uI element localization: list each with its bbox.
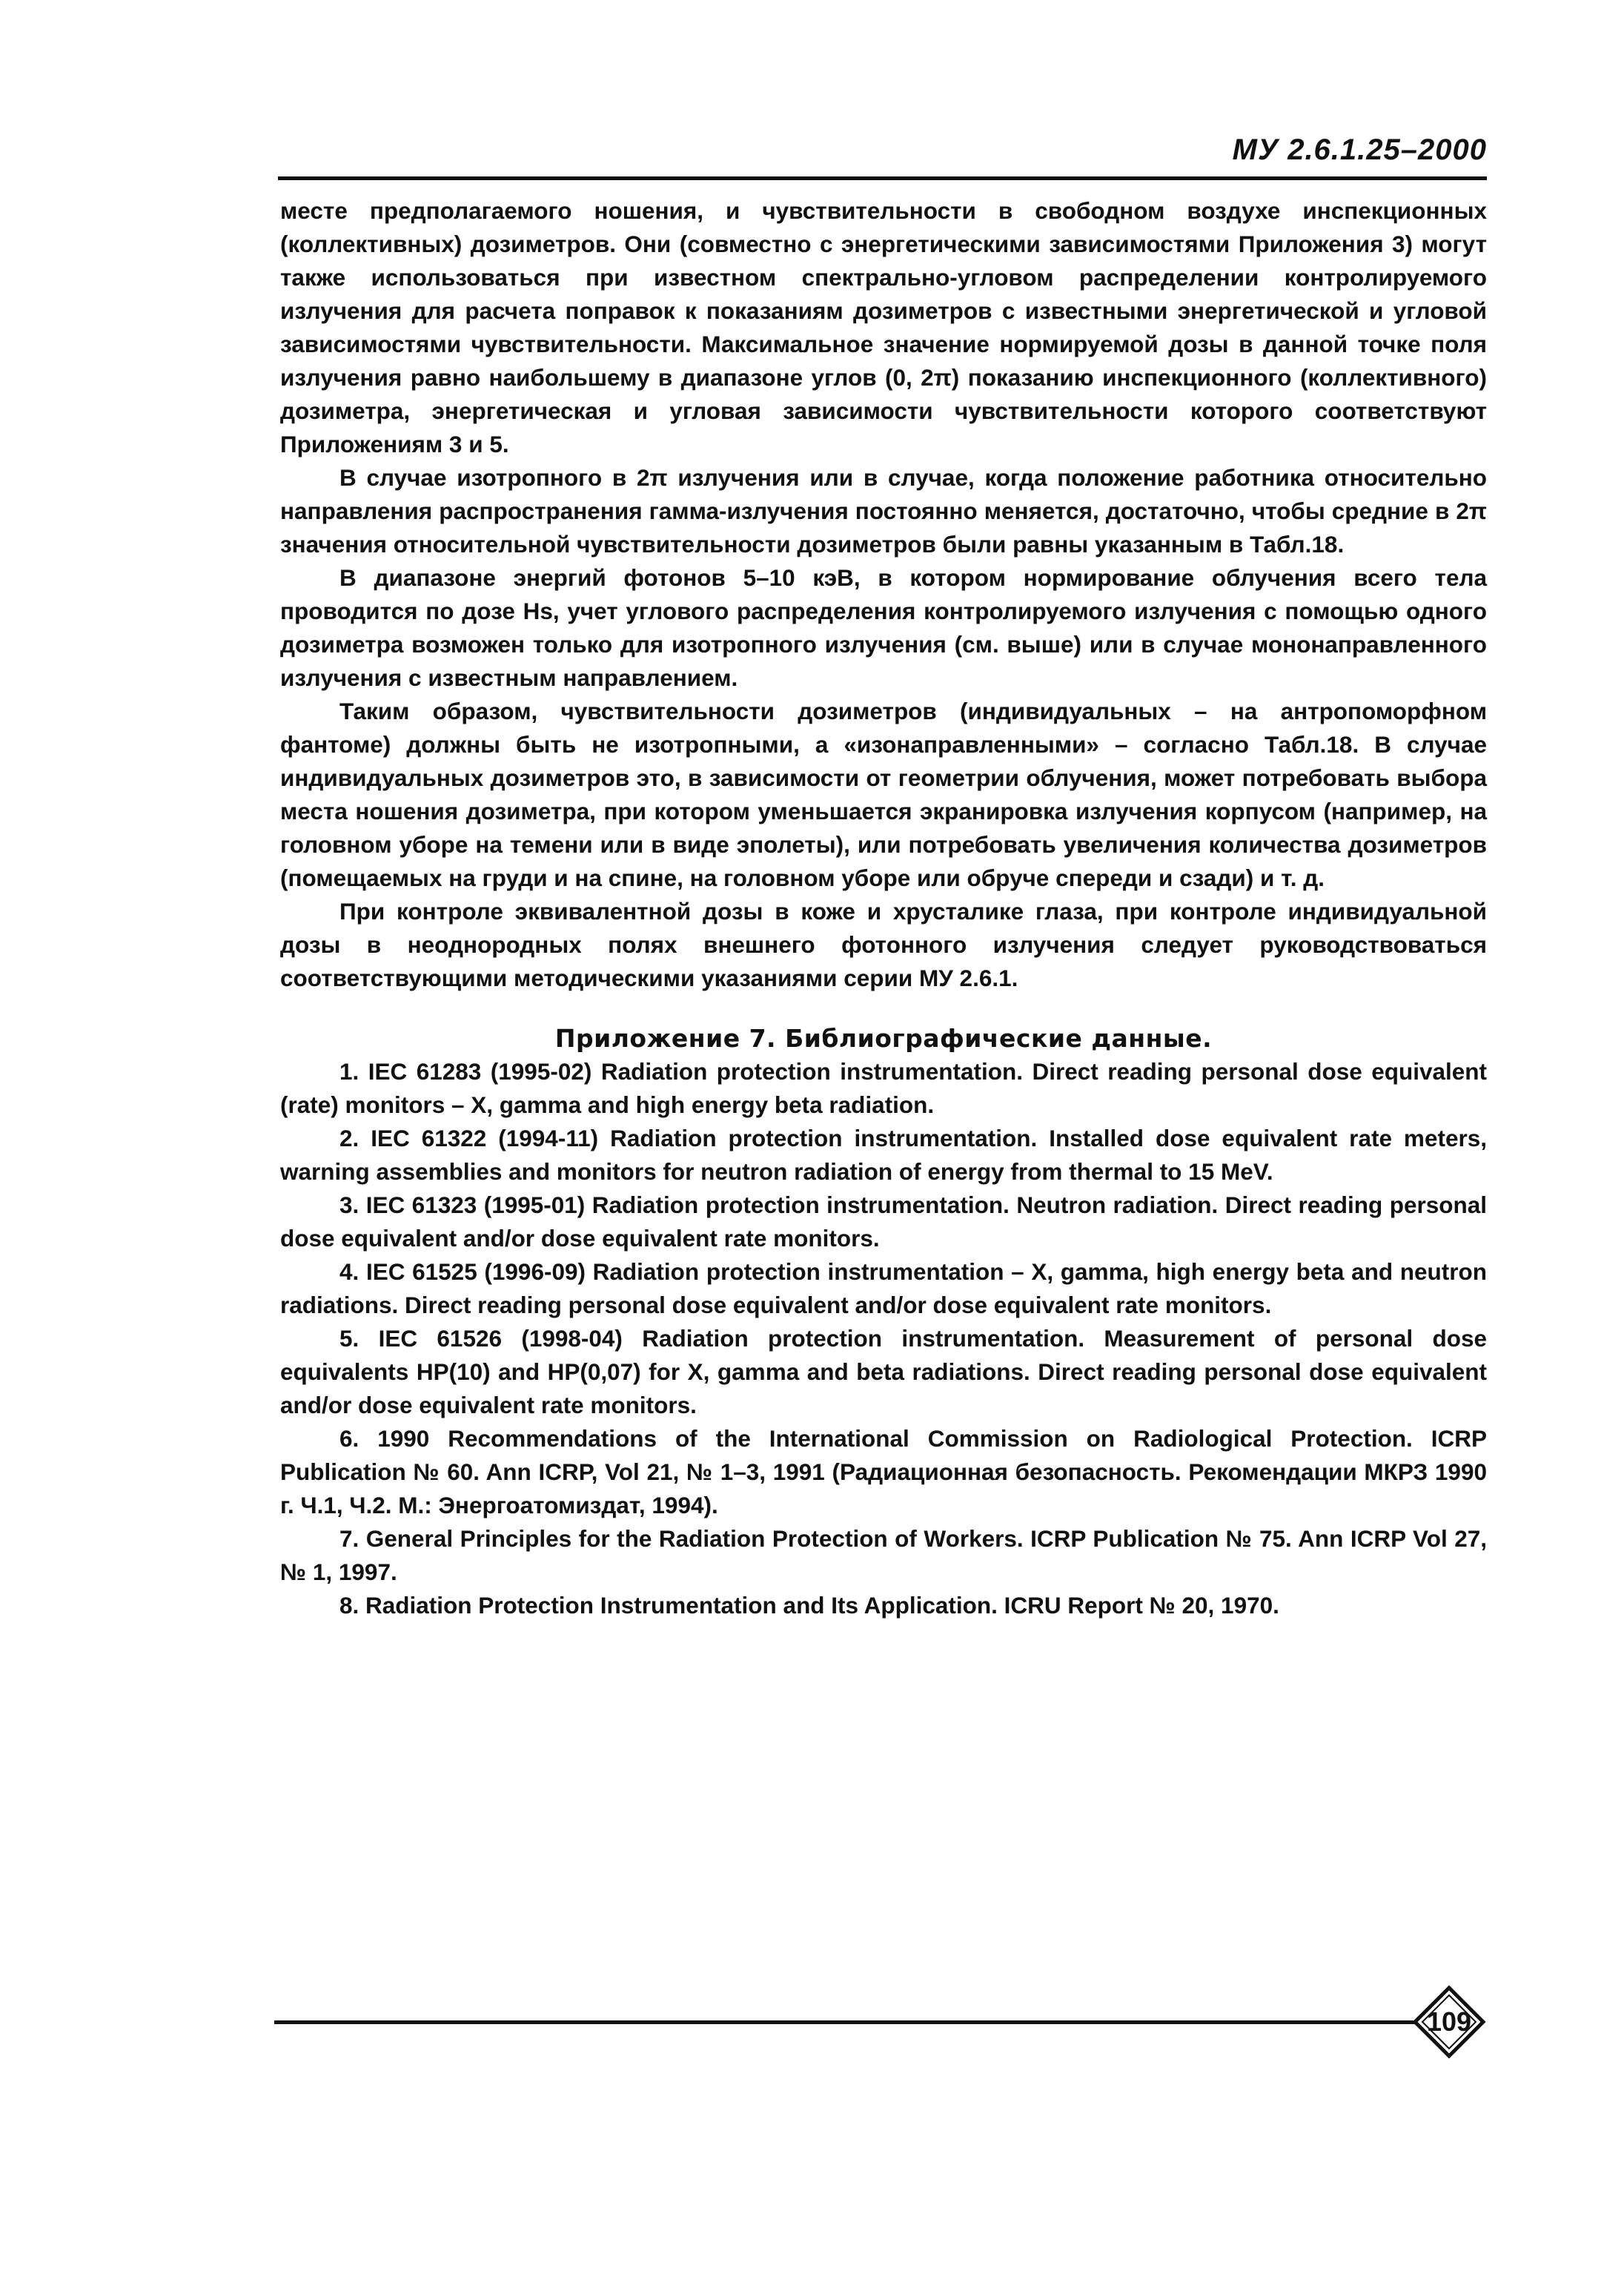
reference-item: 3. IEC 61323 (1995-01) Radiation protection instrumentation. Neutron radiation. Direct reading personal dose equivalent and/or dose equivalent rate monitors.	[280, 1191, 1487, 1252]
paragraph-continuation: месте предполагаемого ношения, и чувствительности в свободном воздухе инспекционных (коллективных) дозиметров. Они (совместно с энергетическими зависимостями Приложения 3) могут также использоваться при известном спектрально-угловом распределении контролируемого излучения для расчета поправок к показаниям дозиметров с известными энергетической и угловой зависимостями чувствительности. Максимальное значение нормируемой дозы в данной точке поля излучения равно наибольшему в диапазоне углов (0, 2π) показанию инспекционного (коллективного) дозиметра, энергетическая и угловая зависимости чувствительности которого соответствуют Приложениям 3 и 5.	[280, 197, 1487, 457]
reference-item: 6. 1990 Recommendations of the International Commission on Radiological Protection. ICRP Publication № 60. Ann ICRP, Vol 21, № 1–3, 1991 (Радиационная безопасность. Рекомендации МКРЗ 1990 г. Ч.1, Ч.2. М.: Энергоатомиздат, 1994).	[280, 1425, 1487, 1518]
document-code-header: МУ 2.6.1.25–2000	[1232, 133, 1487, 166]
page-number: 109	[1426, 2006, 1472, 2037]
reference-item: 1. IEC 61283 (1995-02) Radiation protection instrumentation. Direct reading personal dose equivalent (rate) monitors – X, gamma and high energy beta radiation.	[280, 1058, 1487, 1118]
reference-item: 7. General Principles for the Radiation Protection of Workers. ICRP Publication № 75. Ann ICRP Vol 27, № 1, 1997.	[280, 1525, 1487, 1585]
paragraph-skin-lens-dose: При контроле эквивалентной дозы в коже и хрусталике глаза, при контроле индивидуальной дозы в неоднородных полях внешнего фотонного излучения следует руководствоваться соответствующими методическими указаниями серии МУ 2.6.1.	[280, 898, 1487, 991]
paragraph-conclusion: Таким образом, чувствительности дозиметров (индивидуальных – на антропоморфном фантоме) должны быть не изотропными, а «изонаправленными» – согласно Табл.18. В случае индивидуальных дозиметров это, в зависимости от геометрии облучения, может потребовать выбора места ношения дозиметра, при котором уменьшается экранировка излучения корпусом (например, на головном уборе на темени или в виде эполеты), или потребовать увеличения количества дозиметров (помещаемых на груди и на спине, на головном уборе или обруче спереди и сзади) и т. д.	[280, 698, 1487, 891]
reference-item: 2. IEC 61322 (1994-11) Radiation protection instrumentation. Installed dose equivalent rate meters, warning assemblies and monitors for neutron radiation of energy from thermal to 15 MeV.	[280, 1125, 1487, 1185]
page-content	[280, 194, 1487, 1622]
paragraph-isotropic: В случае изотропного в 2π излучения или в случае, когда положение работника относительно направления распространения гамма-излучения постоянно меняется, достаточно, чтобы средние в 2π значения относительной чувствительности дозиметров были равны указанным в Табл.18.	[280, 464, 1487, 558]
paragraph-energy-range: В диапазоне энергий фотонов 5–10 кэВ, в котором нормирование облучения всего тела проводится по дозе Hs, учет углового распределения контролируемого излучения с помощью одного дозиметра возможен только для изотропного излучения (см. выше) или в случае мононаправленного излучения с известным направлением.	[280, 564, 1487, 691]
reference-item: 4. IEC 61525 (1996-09) Radiation protection instrumentation – X, gamma, high energy beta and neutron radiations. Direct reading personal dose equivalent and/or dose equivalent rate monitors.	[280, 1258, 1487, 1318]
reference-item: 8. Radiation Protection Instrumentation and Its Application. ICRU Report № 20, 1970.	[339, 1592, 1279, 1619]
appendix-title: Приложение 7. Библиографические данные.	[554, 1024, 1213, 1053]
header-divider	[278, 176, 1487, 180]
reference-item: 5. IEC 61526 (1998-04) Radiation protection instrumentation. Measurement of personal dose equivalents HP(10) and HP(0,07) for X, gamma and beta radiations. Direct reading personal dose equivalent and/or dose equivalent rate monitors.	[280, 1325, 1487, 1418]
footer-divider	[274, 2020, 1416, 2024]
